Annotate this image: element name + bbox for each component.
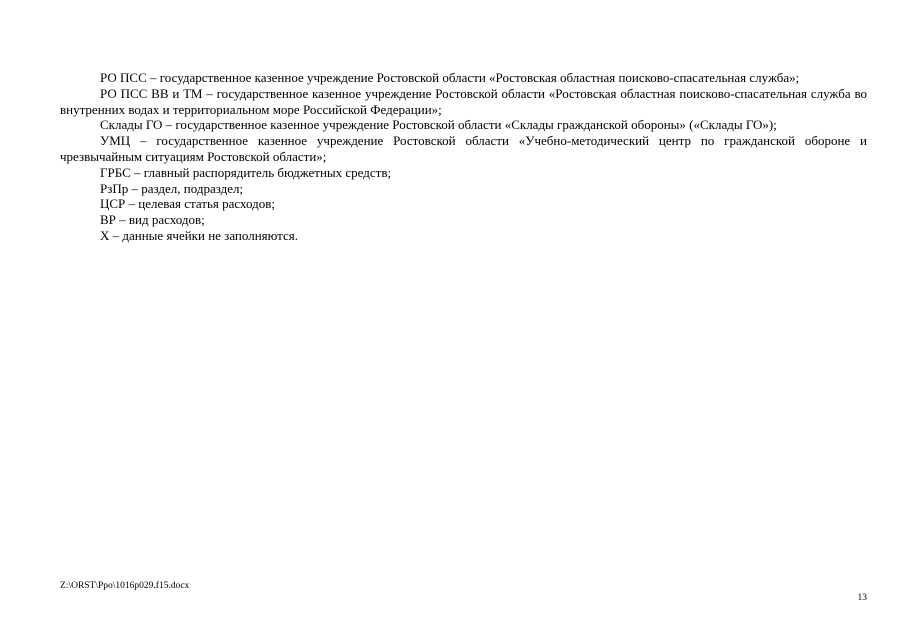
abbreviation-umc: УМЦ – государственное казенное учреждение Ростовской области «Учебно-методический центр по гражданской обороне и чрезвычайным ситуациям Ростовской области»;	[60, 133, 867, 164]
abbreviation-ro-pss: РО ПСС – государственное казенное учреждение Ростовской области «Ростовская областная поисково-спасательная служба»;	[100, 70, 800, 85]
abbreviation-grbs: ГРБС – главный распорядитель бюджетных средств;	[100, 164, 392, 180]
abbreviation-x: Х – данные ячейки не заполняются.	[100, 227, 299, 243]
abbreviation-sklady-go: Склады ГО – государственное казенное учреждение Ростовской области «Склады гражданской обороны» («Склады ГО»);	[100, 117, 777, 133]
abbreviation-vr: ВР – вид расходов;	[100, 212, 205, 228]
page-number: 13	[857, 593, 867, 603]
abbreviation-ro-pss-vv-tm: РО ПСС ВВ и ТМ – государственное казенное учреждение Ростовской области «Ростовская областная поисково-спасательная служба во внутренних водах и территориальном море Российской Федерации»;	[60, 85, 867, 117]
abbreviation-rzpr: РзПр – раздел, подраздел;	[100, 180, 244, 196]
abbreviation-csr: ЦСР – целевая статья расходов;	[100, 196, 275, 212]
footer-file-path: Z:\ORST\Ppo\1016p029.f15.docx	[60, 581, 190, 591]
abbreviations-list	[60, 70, 867, 244]
